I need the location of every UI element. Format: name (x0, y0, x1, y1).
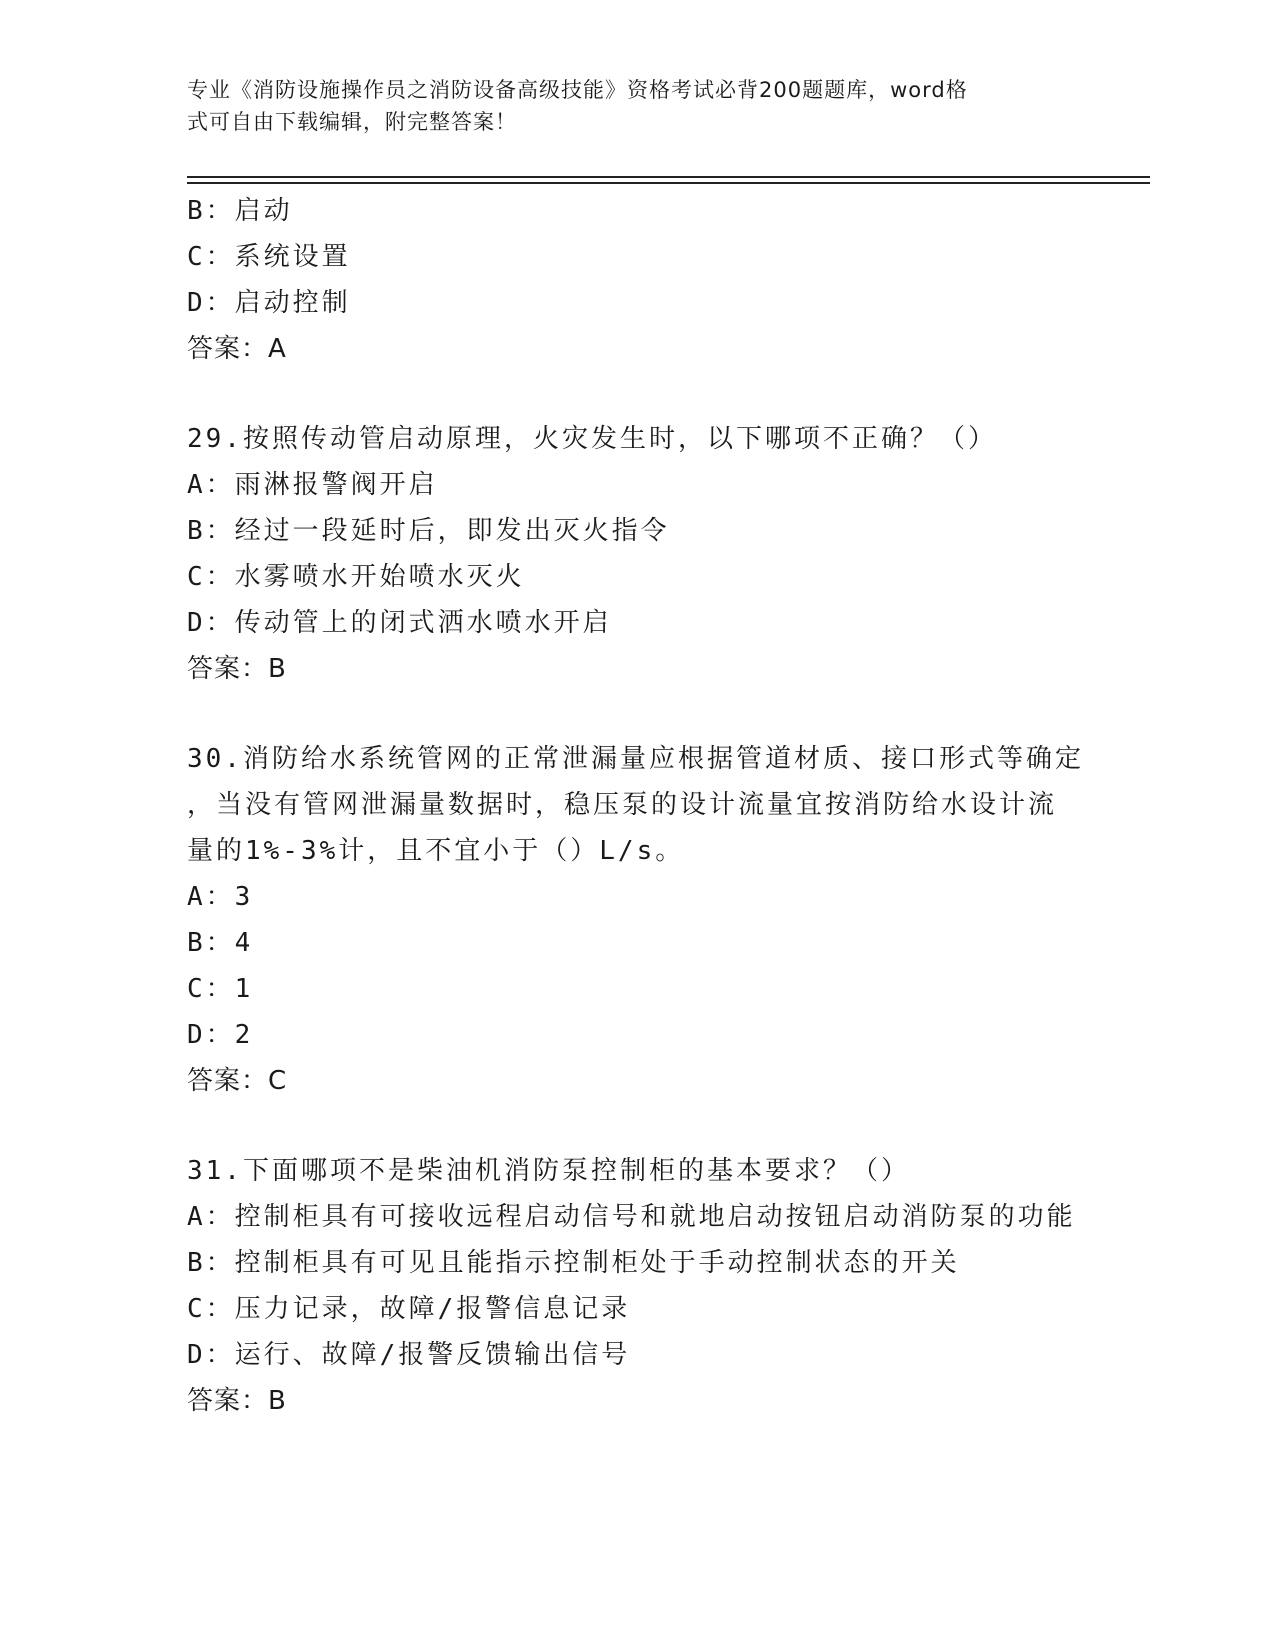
option-c: C：压力记录，故障/报警信息记录 (187, 1294, 631, 1324)
option-b: B：经过一段延时后，即发出灭火指令 (187, 516, 670, 546)
question-stem: 31.下面哪项不是柴油机消防泵控制柜的基本要求？（） (187, 1156, 910, 1186)
option-d: D：传动管上的闭式洒水喷水开启 (187, 608, 612, 638)
document-header (187, 74, 1067, 138)
answer-label: 答案：B (187, 654, 287, 684)
answer-label: 答案：A (187, 334, 287, 364)
question-stem: 30.消防给水系统管网的正常泄漏量应根据管道材质、接口形式等确定 (187, 744, 1084, 774)
header-rule-bottom (187, 182, 1150, 184)
question-stem: 量的1%-3%计，且不宜小于（）L/s。 (187, 836, 685, 866)
option-a: A：控制柜具有可接收远程启动信号和就地启动按钮启动消防泵的功能 (187, 1202, 1076, 1232)
option-b: B：控制柜具有可见且能指示控制柜处于手动控制状态的开关 (187, 1248, 960, 1278)
answer-label: 答案：C (187, 1066, 288, 1096)
option-c: C：系统设置 (187, 242, 351, 272)
option-d: D：运行、故障/报警反馈输出信号 (187, 1340, 631, 1370)
question-30 (187, 736, 1087, 1104)
option-d: D：2 (187, 1020, 254, 1050)
question-stem: ，当没有管网泄漏量数据时，稳压泵的设计流量宜按消防给水设计流 (187, 790, 1058, 820)
question-list (187, 188, 1087, 1424)
question-29 (187, 416, 1087, 692)
header-line-1: 专业《消防设施操作员之消防设备高级技能》资格考试必背200题题库，word格 (187, 78, 968, 102)
header-line-2: 式可自由下载编辑，附完整答案！ (187, 110, 517, 134)
header-rule-top (187, 176, 1150, 178)
option-a: A：雨淋报警阀开启 (187, 470, 438, 500)
option-c: C：1 (187, 974, 254, 1004)
question-fragment (187, 188, 1087, 372)
option-c: C：水雾喷水开始喷水灭火 (187, 562, 525, 592)
answer-label: 答案：B (187, 1386, 287, 1416)
option-b: B：启动 (187, 196, 293, 226)
option-b: B：4 (187, 928, 254, 958)
option-a: A：3 (187, 882, 254, 912)
question-stem: 29.按照传动管启动原理，火灾发生时，以下哪项不正确？（） (187, 424, 997, 454)
question-31 (187, 1148, 1087, 1424)
option-d: D：启动控制 (187, 288, 351, 318)
